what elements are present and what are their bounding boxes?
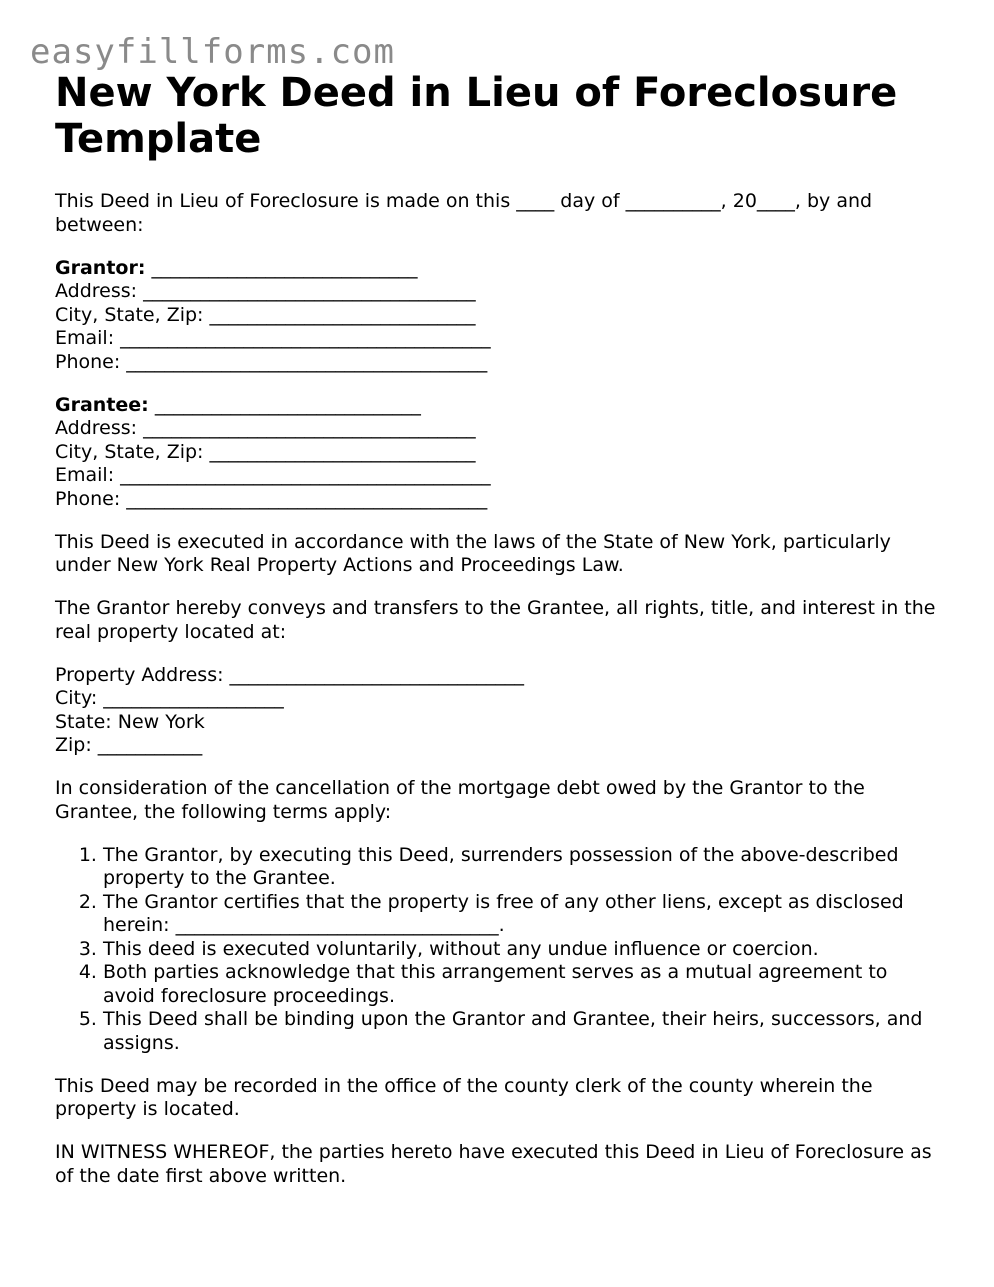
grantee-address-line: Address: ___________________________________ (55, 417, 476, 439)
consideration-paragraph: In consideration of the cancellation of the mortgage debt owed by the Grantor to the Grantee, the following terms apply: (55, 777, 865, 823)
grantee-email-line: Email: _______________________________________ (55, 464, 491, 486)
grantor-name-blank: ____________________________ (145, 256, 418, 279)
term-item: 2. The Grantor certifies that the property is free of any other liens, except as disclosed herein: __________________________________. (103, 891, 945, 938)
term-item: 5. This Deed shall be binding upon the Grantor and Grantee, their heirs, successors, and assigns. (103, 1008, 945, 1055)
grantor-phone-line: Phone: ______________________________________ (55, 350, 488, 373)
terms-list (55, 844, 945, 1056)
grantee-block (55, 394, 945, 512)
grantor-label: Grantor: (55, 256, 146, 279)
grantor-address-line: Address: ___________________________________ (55, 280, 476, 302)
conveyance-paragraph: The Grantor hereby conveys and transfers to the Grantee, all rights, title, and interest in the real property located at: (55, 597, 936, 643)
intro-paragraph: This Deed in Lieu of Foreclosure is made on this ____ day of __________, 20____, by and between: (55, 190, 873, 236)
term-item: 3. This deed is executed voluntarily, without any undue influence or coercion. (103, 938, 945, 962)
grantee-name-line (55, 394, 945, 418)
watermark: easyfillforms.com (30, 32, 395, 72)
term-item: 4. Both parties acknowledge that this arrangement serves as a mutual agreement to avoid foreclosure proceedings. (103, 961, 945, 1008)
property-state-line: State: New York (55, 710, 205, 733)
law-paragraph: This Deed is executed in accordance with the laws of the State of New York, particularly under New York Real Property Actions and Proceedings Law. (55, 530, 891, 576)
grantee-phone-line: Phone: ______________________________________ (55, 487, 488, 510)
grantee-label: Grantee: (55, 393, 149, 416)
document-page (55, 70, 945, 1188)
property-block (55, 664, 945, 758)
property-address-line: Property Address: _______________________________ (55, 663, 525, 686)
property-zip-line: Zip: ___________ (55, 734, 203, 756)
grantee-city-state-zip-line: City, State, Zip: ____________________________ (55, 440, 476, 463)
grantor-name-line (55, 257, 945, 281)
grantor-city-state-zip-line: City, State, Zip: ____________________________ (55, 303, 476, 326)
grantor-block (55, 257, 945, 375)
grantee-name-blank: ____________________________ (148, 393, 421, 416)
term-item: 1. The Grantor, by executing this Deed, surrenders possession of the above-described property to the Grantee. (103, 844, 945, 891)
grantor-email-line: Email: _______________________________________ (55, 327, 491, 349)
witness-paragraph: IN WITNESS WHEREOF, the parties hereto have executed this Deed in Lieu of Foreclosure as of the date first above written. (55, 1141, 932, 1187)
property-city-line: City: ___________________ (55, 687, 284, 709)
document-title: New York Deed in Lieu of Foreclosure Template (55, 70, 898, 162)
recording-paragraph: This Deed may be recorded in the office of the county clerk of the county wherein the property is located. (55, 1074, 873, 1120)
